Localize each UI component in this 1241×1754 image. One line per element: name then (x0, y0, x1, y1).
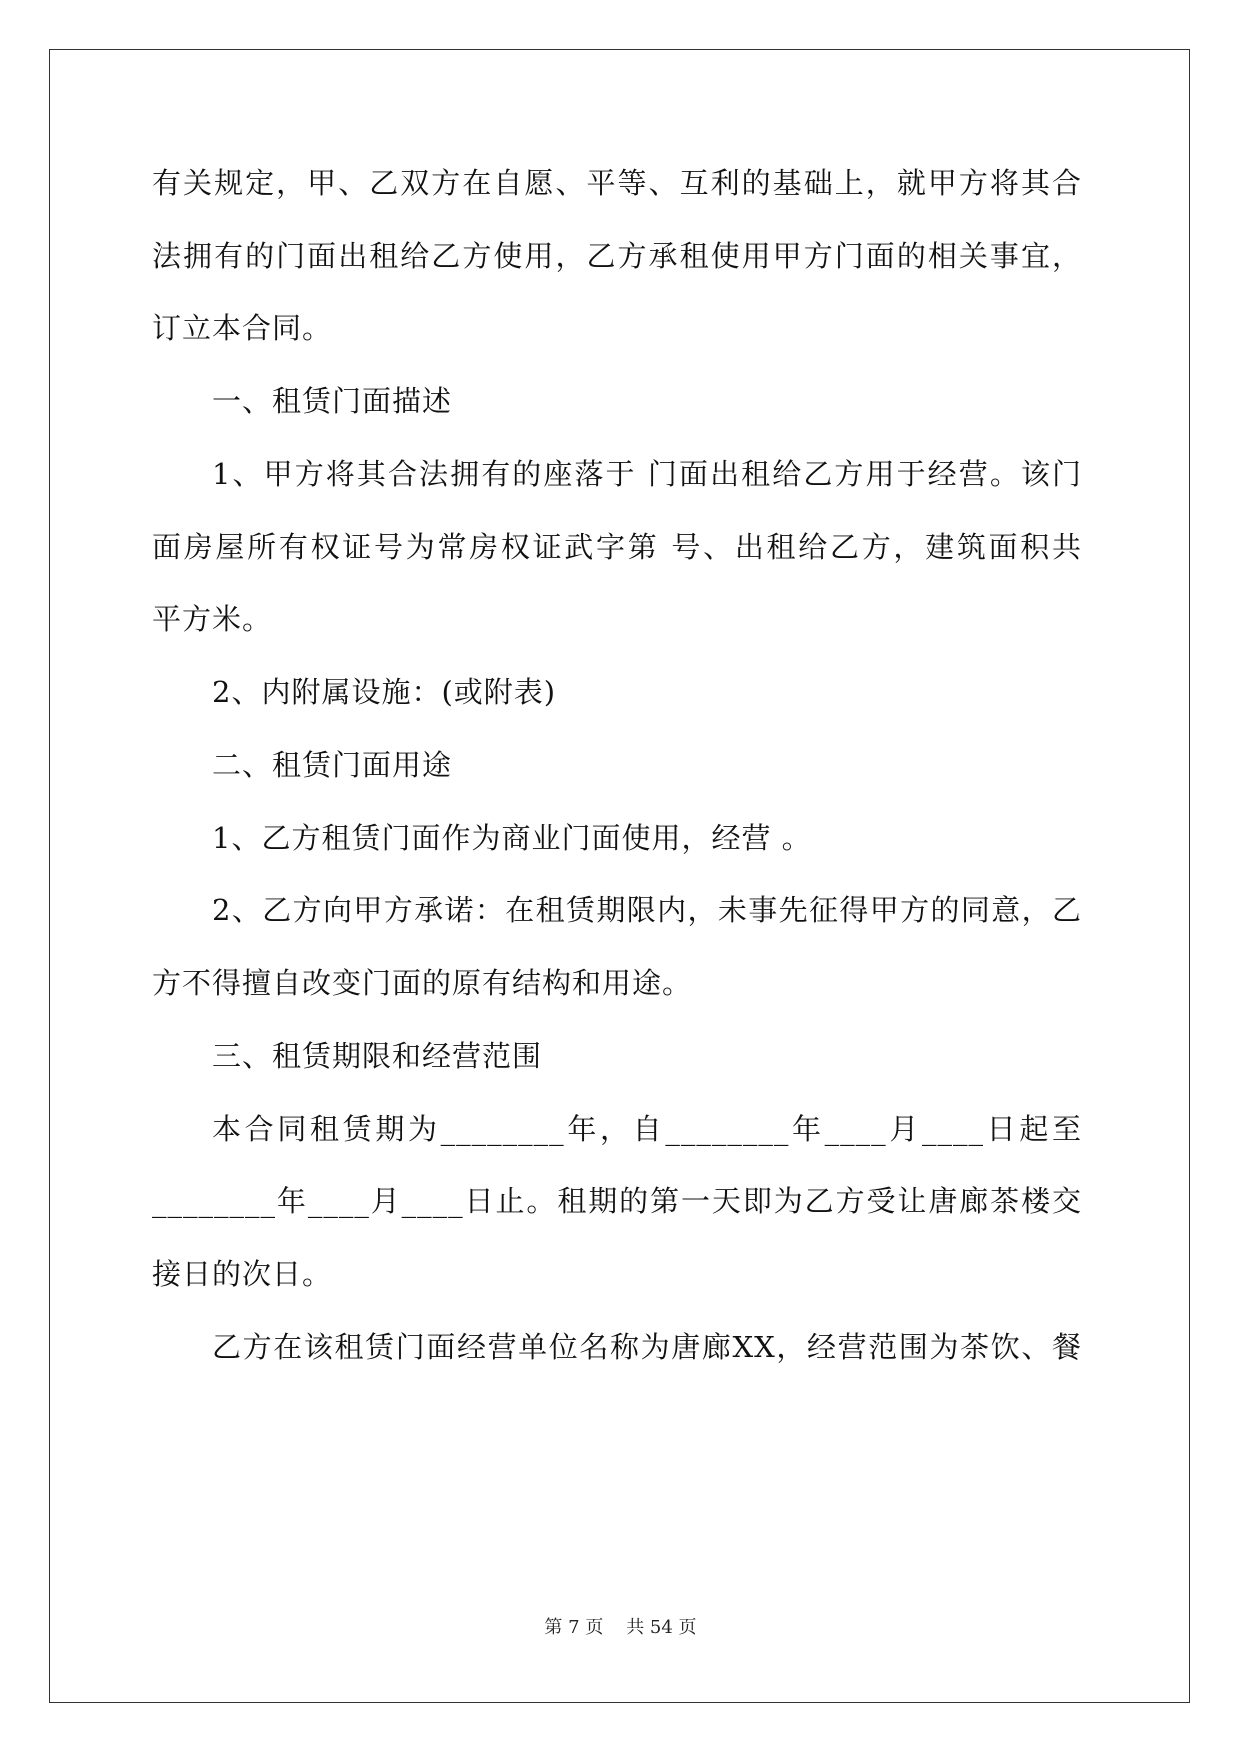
text-line: 2、内附属设施：(或附表) (212, 675, 557, 709)
text-line: 1、甲方将其合法拥有的座落于 门面出租给乙方用于经营。该门 (212, 457, 1082, 491)
text-line: 接日的次日。 (152, 1257, 333, 1291)
text-line: 面房屋所有权证号为常房权证武字第 号、出租给乙方，建筑面积共 (152, 530, 1082, 564)
text-line: 法拥有的门面出租给乙方使用，乙方承租使用甲方门面的相关事宜， (152, 239, 1082, 273)
text-line: 乙方在该租赁门面经营单位名称为唐廊XX，经营范围为茶饮、餐 (212, 1330, 1082, 1364)
text-line: 本合同租赁期为________年，自________年____月____日起至 (212, 1112, 1082, 1146)
text-line: 方不得擅自改变门面的原有结构和用途。 (152, 966, 693, 1000)
text-line: 1、乙方租赁门面作为商业门面使用，经营 。 (212, 821, 812, 855)
text-line: 订立本合同。 (152, 311, 333, 345)
section-heading: 一、租赁门面描述 (212, 384, 453, 418)
page-border (49, 49, 1190, 1703)
text-line: ________年____月____日止。租期的第一天即为乙方受让唐廊茶楼交 (152, 1184, 1082, 1218)
text-line: 有关规定，甲、乙双方在自愿、平等、互利的基础上，就甲方将其合 (152, 166, 1082, 200)
section-heading: 二、租赁门面用途 (212, 748, 453, 782)
page-number-footer: 第 7 页 共 54 页 (544, 1617, 697, 1638)
section-heading: 三、租赁期限和经营范围 (212, 1039, 543, 1073)
text-line: 平方米。 (152, 602, 273, 636)
text-line: 2、乙方向甲方承诺：在租赁期限内，未事先征得甲方的同意，乙 (212, 893, 1082, 927)
